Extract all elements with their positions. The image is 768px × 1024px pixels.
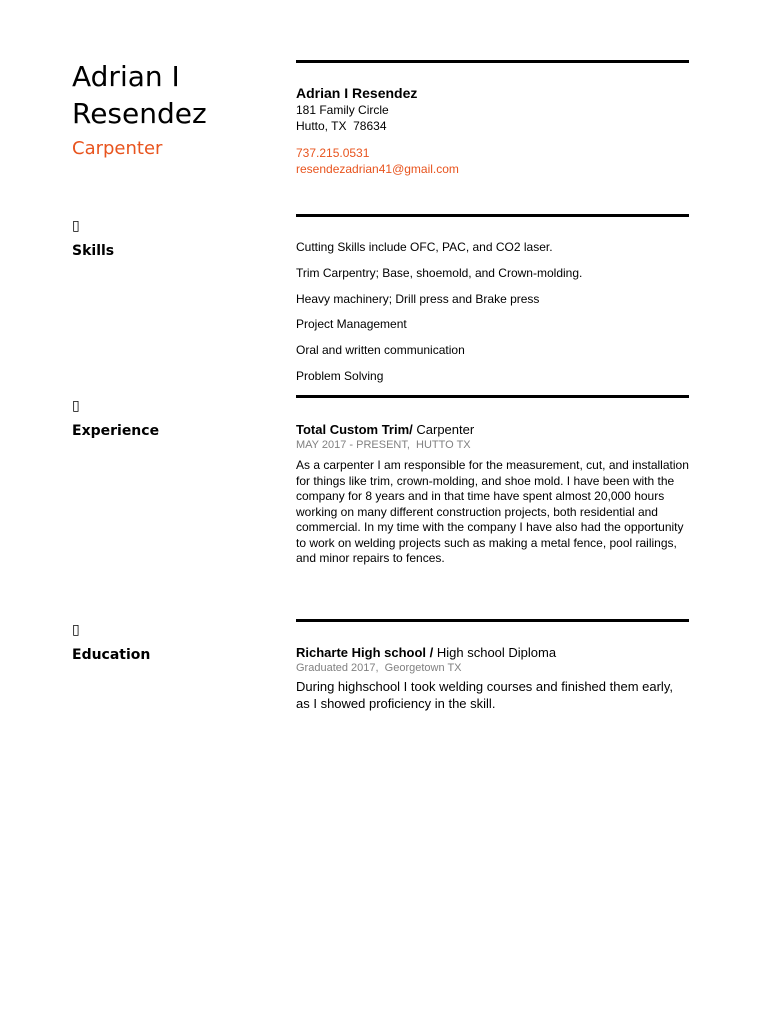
- email-link[interactable]: resendezadrian41@gmail.com: [296, 162, 459, 176]
- experience-section-heading: Experience: [72, 423, 160, 439]
- degree-name: High school Diploma: [433, 645, 557, 660]
- education-section-heading: Education: [72, 647, 151, 663]
- skills-section-icon: ▯: [72, 218, 80, 234]
- education-dates-location: Graduated 2017, Georgetown TX: [296, 662, 462, 674]
- address-line-1: 181 Family Circle: [296, 103, 389, 117]
- skills-list: [296, 239, 689, 394]
- experience-divider: [296, 395, 689, 398]
- phone-number[interactable]: 737.215.0531: [296, 146, 370, 160]
- education-divider: [296, 619, 689, 622]
- skill-item: Trim Carpentry; Base, shoemold, and Crown-molding.: [296, 265, 583, 280]
- employer-name: Total Custom Trim/: [296, 422, 413, 437]
- education-section-icon: ▯: [72, 622, 80, 638]
- job-role: Carpenter: [412, 422, 475, 437]
- full-name-line-2: Resendez: [72, 97, 207, 130]
- skill-item: Project Management: [296, 317, 407, 332]
- skill-item: Heavy machinery; Drill press and Brake press: [296, 291, 540, 306]
- education-entry: [296, 644, 689, 712]
- experience-entry: [296, 421, 689, 567]
- contact-divider: [296, 60, 689, 63]
- contact-name: Adrian I Resendez: [296, 85, 418, 101]
- experience-entry-heading: [296, 421, 689, 438]
- full-name-line-1: Adrian I: [72, 60, 180, 93]
- school-name: Richarte High school /: [296, 645, 434, 660]
- name-block: [72, 58, 272, 161]
- education-entry-heading: [296, 644, 689, 661]
- experience-description: As a carpenter I am responsible for the measurement, cut, and installation for things like trim, crown-molding, and shoe mold. I have been with the company for 8 years and in that time have spent almost 20,000 hours working on many different construction projects, both residential and commercial. In my time with the company I have also had the opportunity to work on welding projects such as making a metal fence, pool railings, and minor repairs to fences.: [296, 458, 689, 565]
- address-line-2: Hutto, TX 78634: [296, 119, 387, 133]
- skills-divider: [296, 214, 689, 217]
- experience-section-icon: ▯: [72, 398, 80, 414]
- job-title: Carpenter: [72, 138, 163, 159]
- skills-section-heading: Skills: [72, 243, 115, 259]
- skill-item: Cutting Skills include OFC, PAC, and CO2 laser.: [296, 240, 553, 254]
- skill-item: Problem Solving: [296, 368, 384, 383]
- contact-block: [296, 84, 689, 177]
- experience-dates-location: MAY 2017 - PRESENT, HUTTO TX: [296, 439, 471, 451]
- education-description: During highschool I took welding courses and finished them early, as I showed proficiency in the skill.: [296, 679, 673, 711]
- skill-item: Oral and written communication: [296, 343, 465, 358]
